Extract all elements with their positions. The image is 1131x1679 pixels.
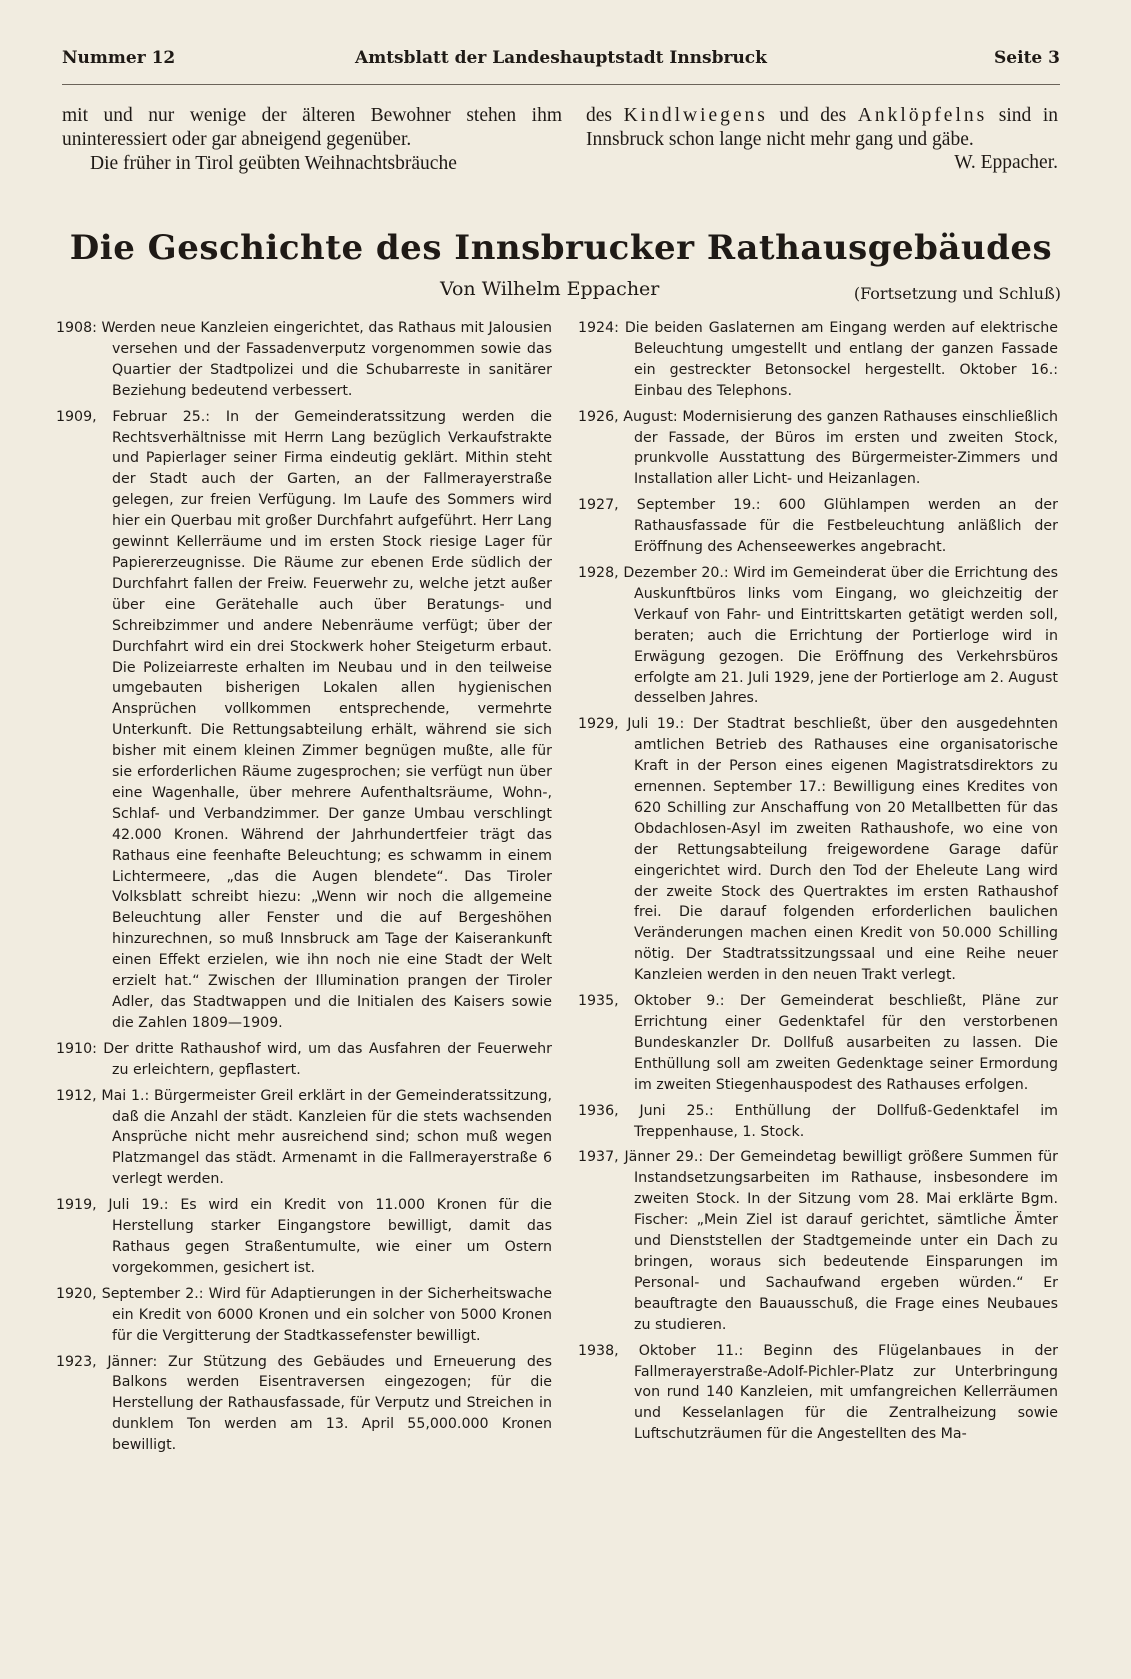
- chronicle-entry: 1923, Jänner: Zur Stützung des Gebäudes und Erneuerung des Balkons werden Eisentraversen eingezogen; für die Herstellung der Rathausfassade, für Verputz und Streichen in dunklem Ton werden am 13. April 55,000.000 Kronen bewilligt.: [56, 1353, 552, 1454]
- chronicle-entry: 1937, Jänner 29.: Der Gemeindetag bewilligt größere Summen für Instandsetzungsarbeiten im Rathause, insbesondere im zweiten Stock. In der Sitzung vom 28. Mai erklärte Bgm. Fischer: „Mein Ziel ist darauf gerichtet, sämtliche Ämter und Dienststellen der Stadtgemeinde unter ein Dach zu bringen, woraus sich bedeutende Einsparungen im Personal- und Sachaufwand ergeben würden.“ Er beauftragte den Bauausschuß, die Frage eines Neubaues zu studieren.: [578, 1149, 1058, 1333]
- chronicle-entry: 1919, Juli 19.: Es wird ein Kredit von 11.000 Kronen für die Herstellung starker Eingangstore bewilligt, damit das Rathaus gegen Straßentumulte, wie einer um Ostern vorgekommen, gesichert ist.: [56, 1197, 553, 1276]
- publication-title: Amtsblatt der Landeshauptstadt Innsbruck: [355, 48, 767, 68]
- previous-article-tail-right: [586, 104, 1058, 152]
- issue-number: Nummer 12: [62, 48, 176, 68]
- intro-paragraph: des Kindlwiegens und des Anklöpfelns sind in Innsbruck schon lange nicht mehr gang und gäbe.: [586, 105, 1059, 150]
- chronicle-entry: 1910: Der dritte Rathaushof wird, um das Ausfahren der Feuerwehr zu erleichtern, gepflastert.: [56, 1040, 552, 1078]
- chronicle-entry: 1908: Werden neue Kanzleien eingerichtet, das Rathaus mit Jalousien versehen und der Fassadenverputz vorgenommen sowie das Quartier der Stadtpolizei und die Schubarreste in sanitärer Beziehung bedeutend verbessert.: [56, 320, 552, 399]
- intro-paragraph: mit und nur wenige der älteren Bewohner stehen ihm uninteressiert oder gar abneigend gegenüber.: [62, 105, 562, 150]
- chronicle-entry: 1920, September 2.: Wird für Adaptierungen in der Sicherheitswache ein Kredit von 6000 Kronen und ein solcher von 5000 Kronen für die Vergitterung der Stadtkassefenster bewilligt.: [56, 1285, 553, 1344]
- page-header: [62, 48, 1060, 74]
- chronicle-entry: 1928, Dezember 20.: Wird im Gemeinderat über die Errichtung des Auskunftbüros links vom Eingang, wo gleichzeitig der Verkauf von Fahr- und Eintrittskarten getätigt werden soll, beraten; auch die Errichtung der Portierloge wird in Erwägung gezogen. Die Eröffnung des Verkehrsbüros erfolgte am 21. Juli 1929, jene der Portierloge am 2. August desselben Jahres.: [578, 564, 1058, 707]
- chronicle-entry: 1935, Oktober 9.: Der Gemeinderat beschließt, Pläne zur Errichtung einer Gedenktafel für den verstorbenen Bundeskanzler Dr. Dollfuß ausarbeiten zu lassen. Die Enthüllung soll am zweiten Gedenktage seiner Ermordung im zweiten Stiegenhauspodest des Rathauses erfolgen.: [578, 993, 1058, 1093]
- page-number: Seite 3: [994, 48, 1060, 68]
- chronicle-entry: 1936, Juni 25.: Enthüllung der Dollfuß-Gedenktafel im Treppenhause, 1. Stock.: [578, 1102, 1058, 1140]
- article-title: Die Geschichte des Innsbrucker Rathausgebäudes: [69, 228, 1053, 268]
- chronicle-entry: 1938, Oktober 11.: Beginn des Flügelanbaues in der Fallmerayerstraße-Adolf-Pichler-Platz zur Unterbringung von rund 140 Kanzleien, mit umfangreichen Kellerräumen und Kesselanlagen für die Zentralheizung sowie Luftschutzräumen für die Angestellten des Ma-: [578, 1342, 1059, 1443]
- chronicle-entry: 1926, August: Modernisierung des ganzen Rathauses einschließlich der Fassade, der Büros im ersten und zweiten Stock, prunkvolle Ausstattung des Bürgermeister-Zimmers und Installation aller Licht- und Heizanlagen.: [578, 408, 1058, 488]
- chronicle-entry: 1927, September 19.: 600 Glühlampen werden an der Rathausfassade für die Festbeleuchtung anläßlich der Eröffnung des Achenseewerkes angebracht.: [578, 497, 1058, 556]
- header-rule: [62, 84, 1060, 85]
- chronicle-entry: 1912, Mai 1.: Bürgermeister Greil erklärt in der Gemeinderatssitzung, daß die Anzahl der städt. Kanzleien für die stets wachsenden Ansprüche nicht mehr ausreichend sind; schon muß wegen Platzmangel das städt. Armenamt in die Fallmerayerstraße 6 verlegt werden.: [56, 1087, 552, 1188]
- chronicle-entry: 1909, Februar 25.: In der Gemeinderatssitzung werden die Rechtsverhältnisse mit Herrn Lang bezüglich Verkaufstrakte und Papierlager seiner Firma eindeutig geklärt. Mithin steht der Stadt auch der Garten, an der Fallmerayerstraße gelegen, zur freien Verfügung. Im Laufe des Sommers wird hier ein Querbau mit großer Durchfahrt aufgeführt. Herr Lang gewinnt Kellerräume und im ersten Stock riesige Lager für Papiererzeugnisse. Die Räume zur ebenen Erde südlich der Durchfahrt fallen der Freiw. Feuerwehr zu, welche jetzt außer über eine Gerätehalle auch über Beratungs- und Schreibzimmer und andere Nebenräume verfügt; über der Durchfahrt wird ein drei Stockwerk hoher Steigeturm erbaut. Die Polizeiarreste erhalten im Neubau und in den teilweise umgebauten bisherigen Lokalen allen hygienischen Ansprüchen vollkommen entsprechende, vermehrte Unterkunft. Die Rettungsabteilung erhält, während sie sich bisher mit einem kleinen Zimmer begnügen mußte, alle für sie erforderlichen Räume zugesprochen; sie verfügt nun über eine Wagenhalle, über mehrere Aufenthaltsräume, Wohn-, Schlaf- und Verbandzimmer. Der ganze Umbau verschlingt 42.000 Kronen. Während der Jahrhundertfeier trägt das Rathaus eine feenhafte Beleuchtung; es schwamm in einem Lichtermeere, „das die Augen blendete“. Das Tiroler Volksblatt schreibt hiezu: „Wenn wir noch die allgemeine Beleuchtung aller Fenster und die auf Bergeshöhen hinzurechnen, so muß Innsbruck am Tage der Kaiserankunft einen Effekt erzielen, wie ihn noch nie eine Stadt der Welt erzielt hat.“ Zwischen der Illumination prangen der Tiroler Adler, das Stadtwappen und die Initialen des Kaisers sowie die Zahlen 1809—1909.: [56, 408, 553, 1031]
- article-byline: Von Wilhelm Eppacher: [440, 278, 660, 300]
- chronicle-entry: 1929, Juli 19.: Der Stadtrat beschließt, über den ausgedehnten amtlichen Betrieb des Rathauses eine organisatorische Kraft in der Person eines eigenen Magistratsdirektors zu ernennen. September 17.: Bewilligung eines Kredites von 620 Schilling zur Anschaffung von 20 Metallbetten für das Obdachlosen-Asyl im zweiten Rathaushofe, wo eine von der Rettungsabteilung freigewordene Garage dafür eingerichtet wird. Durch den Tod der Eheleute Lang wird der zweite Stock des Quertraktes im ersten Rathaushof frei. Die darauf folgenden erforderlichen baulichen Veränderungen machen einen Kredit von 50.000 Schilling nötig. Der Stadtratssitzungssaal und eine Reihe neuer Kanzleien werden in den neuen Trakt verlegt.: [578, 716, 1058, 984]
- left-column: [56, 318, 552, 1461]
- right-column: [578, 318, 1058, 1450]
- chronicle-entry: 1924: Die beiden Gaslaternen am Eingang werden auf elektrische Beleuchtung umgestellt und entlang der ganzen Fassade ein gestreckter Betonsockel hergestellt. Oktober 16.: Einbau des Telephons.: [578, 320, 1059, 399]
- intro-paragraph: Die früher in Tirol geübten Weihnachtsbräuche: [90, 153, 457, 174]
- previous-article-signature: W. Eppacher.: [954, 152, 1058, 173]
- continuation-note: (Fortsetzung und Schluß): [853, 284, 1061, 303]
- previous-article-tail-left: [62, 104, 562, 176]
